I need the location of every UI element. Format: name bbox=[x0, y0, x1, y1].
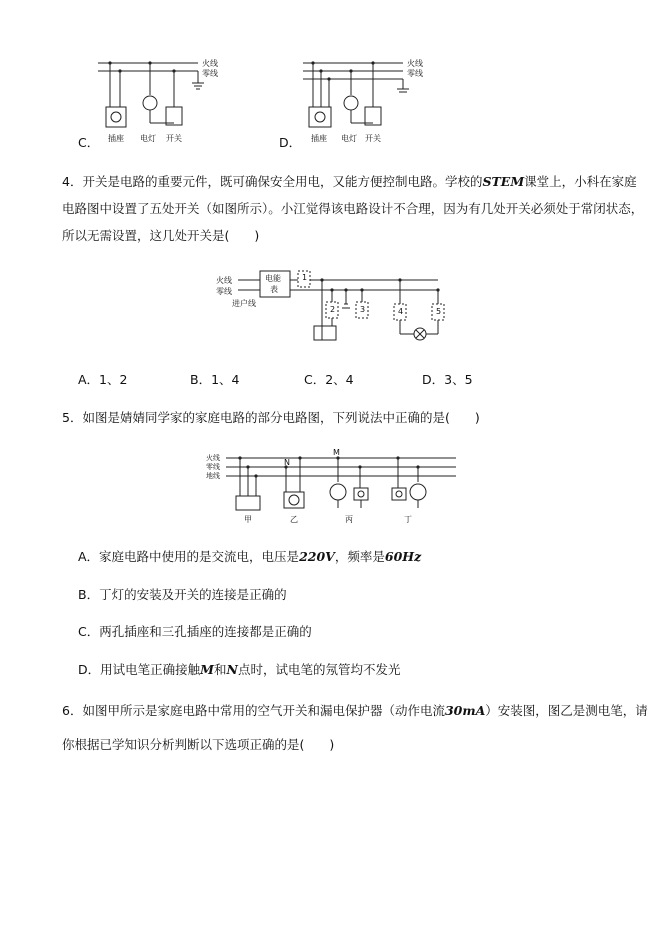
q4-options bbox=[78, 370, 598, 386]
q5-option-a-part-2: ，频率是 bbox=[334, 549, 385, 564]
q4-switch-2: 2 bbox=[330, 305, 336, 314]
q6-line-1 bbox=[62, 701, 648, 719]
socket-label-c: 插座 bbox=[108, 134, 124, 143]
live-wire-label-c: 火线 bbox=[202, 59, 218, 68]
switch-label-c: 开关 bbox=[166, 134, 182, 143]
q4-option-a[interactable]: A．1、2 bbox=[78, 372, 128, 387]
lamp-label-c: 电灯 bbox=[140, 134, 156, 143]
q4-switch-1: 1 bbox=[302, 273, 308, 282]
option-d-label: D． bbox=[279, 135, 302, 150]
q4-option-b[interactable]: B．1、4 bbox=[190, 372, 240, 387]
option-c-label: C． bbox=[78, 135, 100, 150]
q5-option-d[interactable] bbox=[78, 660, 400, 678]
q5-option-d-m: M bbox=[200, 662, 214, 677]
q4-line-3: 所以无需设置，这几处开关是( ) bbox=[62, 228, 260, 243]
q6-current-value: 30mA bbox=[444, 703, 486, 718]
q4-meter-line-1: 电能 bbox=[265, 274, 281, 283]
q5-option-a-part-1: A．家庭电路中使用的是交流电，电压是 bbox=[78, 549, 300, 564]
q5-option-d-part-1: D．用试电笔正确接触 bbox=[78, 662, 201, 677]
q4-circuit-figure bbox=[212, 266, 452, 348]
q5-label-yi: 乙 bbox=[290, 515, 298, 524]
q5-option-c[interactable]: C．两孔插座和三孔插座的连接都是正确的 bbox=[78, 624, 312, 639]
q5-option-d-n: N bbox=[226, 662, 238, 677]
q6-line-2: 你根据已学知识分析判断以下选项正确的是( ) bbox=[62, 737, 335, 752]
lamp-label-d: 电灯 bbox=[341, 134, 357, 143]
q5-stem: 5．如图是婧婧同学家的家庭电路的部分电路图，下列说法中正确的是( ) bbox=[62, 410, 480, 425]
q4-line-1-b: 课堂上，小科在家庭 bbox=[524, 174, 637, 189]
neutral-wire-label-d: 零线 bbox=[407, 69, 423, 78]
q4-line-1 bbox=[62, 172, 637, 190]
q4-entry-label: 进户线 bbox=[232, 299, 256, 308]
q5-option-a-frequency: 60Hz bbox=[384, 549, 422, 564]
q4-option-d[interactable]: D．3、5 bbox=[422, 372, 473, 387]
socket-label-d: 插座 bbox=[311, 134, 327, 143]
q5-point-m: M bbox=[333, 448, 340, 457]
q4-neutral-label: 零线 bbox=[216, 287, 232, 296]
q5-option-d-part-3: 点时，试电笔的氖管均不发光 bbox=[237, 662, 401, 677]
q5-live-label: 火线 bbox=[206, 454, 220, 462]
q5-option-a-voltage: 220V bbox=[299, 549, 335, 564]
q5-ground-label: 地线 bbox=[206, 472, 220, 480]
q4-line-1-a: 4．开关是电路的重要元件，既可确保安全用电，又能方便控制电路。学校的 bbox=[62, 174, 483, 189]
q5-neutral-label: 零线 bbox=[206, 463, 220, 471]
q5-label-bing: 丙 bbox=[345, 515, 353, 524]
q4-switch-4: 4 bbox=[398, 307, 404, 316]
q4-line-2: 电路图中设置了五处开关（如图所示）。小江觉得该电路设计不合理，因为有几处开关必须处于常闭状态， bbox=[62, 201, 644, 216]
q5-point-n: N bbox=[284, 458, 290, 467]
q4-switch-5: 5 bbox=[436, 307, 442, 316]
q5-label-ding: 丁 bbox=[404, 515, 412, 524]
q4-live-label: 火线 bbox=[216, 276, 232, 285]
q5-label-jia: 甲 bbox=[244, 515, 252, 524]
q5-option-d-part-2: 和 bbox=[213, 662, 227, 677]
switch-label-d: 开关 bbox=[365, 134, 381, 143]
q5-circuit-figure bbox=[204, 446, 460, 530]
q4-option-c[interactable]: C．2、4 bbox=[304, 372, 354, 387]
q4-stem-term: STEM bbox=[482, 174, 525, 189]
q6-line-1-a: 6．如图甲所示是家庭电路中常用的空气开关和漏电保护器（动作电流 bbox=[62, 703, 445, 718]
q4-switch-3: 3 bbox=[360, 305, 366, 314]
neutral-wire-label-c: 零线 bbox=[202, 69, 218, 78]
live-wire-label-d: 火线 bbox=[407, 59, 423, 68]
q5-option-a[interactable] bbox=[78, 547, 421, 565]
q6-line-1-b: ）安装图，图乙是测电笔，请 bbox=[485, 703, 648, 718]
q5-option-b[interactable]: B．丁灯的安装及开关的连接是正确的 bbox=[78, 587, 287, 602]
q4-meter-line-2: 表 bbox=[270, 285, 278, 294]
